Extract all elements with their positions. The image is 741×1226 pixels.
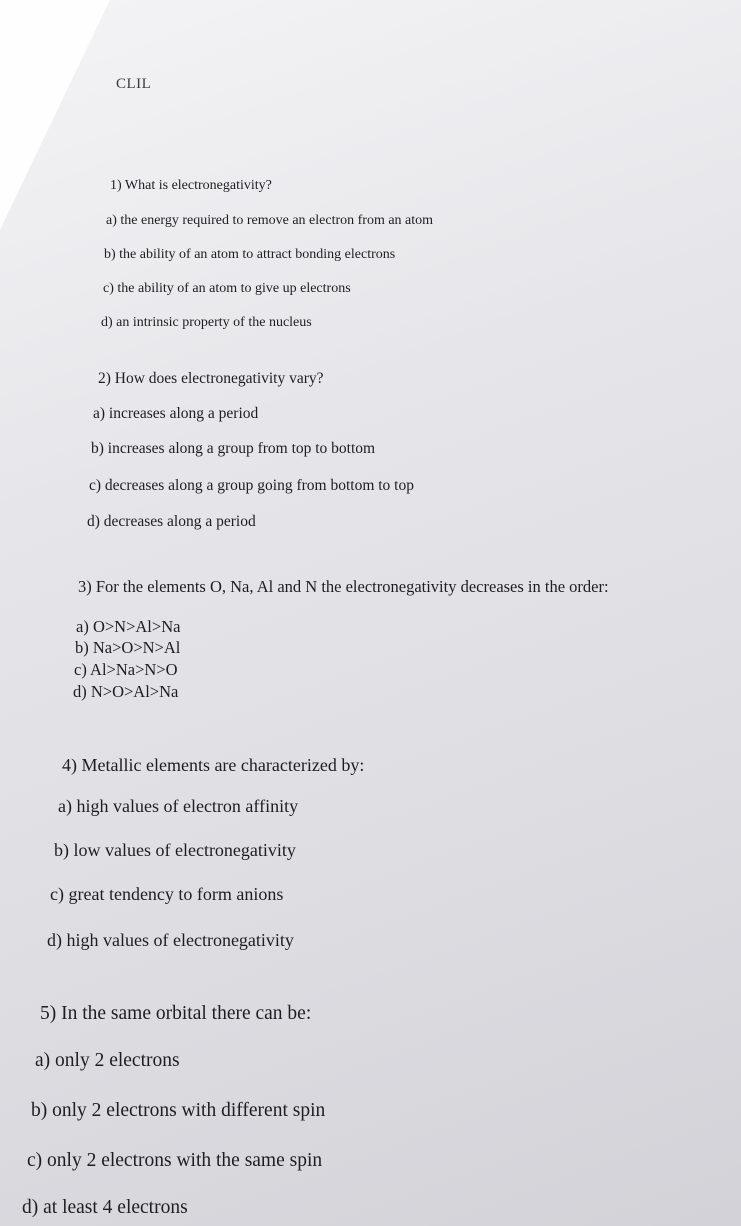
question-3-option-d: d) N>O>Al>Na <box>73 682 179 701</box>
question-2-option-b: b) increases along a group from top to bottom <box>91 440 376 457</box>
question-3-text: 3) For the elements O, Na, Al and N the electronegativity decreases in the order: <box>78 577 609 596</box>
question-3-option-a: a) O>N>Al>Na <box>76 617 181 636</box>
question-4-option-c: c) great tendency to form anions <box>50 884 284 904</box>
question-5-text: 5) In the same orbital there can be: <box>40 1003 312 1024</box>
question-2-option-d: d) decreases along a period <box>87 513 256 530</box>
document-header: CLIL <box>116 76 152 92</box>
paper-highlight <box>0 0 110 230</box>
question-1-option-b: b) the ability of an atom to attract bonding electrons <box>104 247 396 262</box>
question-5-option-c: c) only 2 electrons with the same spin <box>27 1150 323 1171</box>
question-5-option-d: d) at least 4 electrons <box>22 1197 188 1218</box>
question-5-option-b: b) only 2 electrons with different spin <box>31 1100 326 1121</box>
question-4-option-a: a) high values of electron affinity <box>58 796 299 816</box>
question-2-option-c: c) decreases along a group going from bottom to top <box>89 477 414 494</box>
question-1-option-a: a) the energy required to remove an electron from an atom <box>106 213 434 228</box>
question-4-option-d: d) high values of electronegativity <box>47 930 294 950</box>
question-2-option-a: a) increases along a period <box>93 405 259 422</box>
question-1-option-c: c) the ability of an atom to give up electrons <box>103 281 351 296</box>
question-2-text: 2) How does electronegativity vary? <box>98 370 324 387</box>
question-4-option-b: b) low values of electronegativity <box>54 840 296 860</box>
question-4-text: 4) Metallic elements are characterized by: <box>62 755 365 775</box>
question-1-text: 1) What is electronegativity? <box>110 178 272 193</box>
question-5-option-a: a) only 2 electrons <box>35 1050 180 1071</box>
question-3-option-c: c) Al>Na>N>O <box>74 660 178 679</box>
question-1-option-d: d) an intrinsic property of the nucleus <box>101 315 312 330</box>
question-3-option-b: b) Na>O>N>Al <box>75 638 181 657</box>
